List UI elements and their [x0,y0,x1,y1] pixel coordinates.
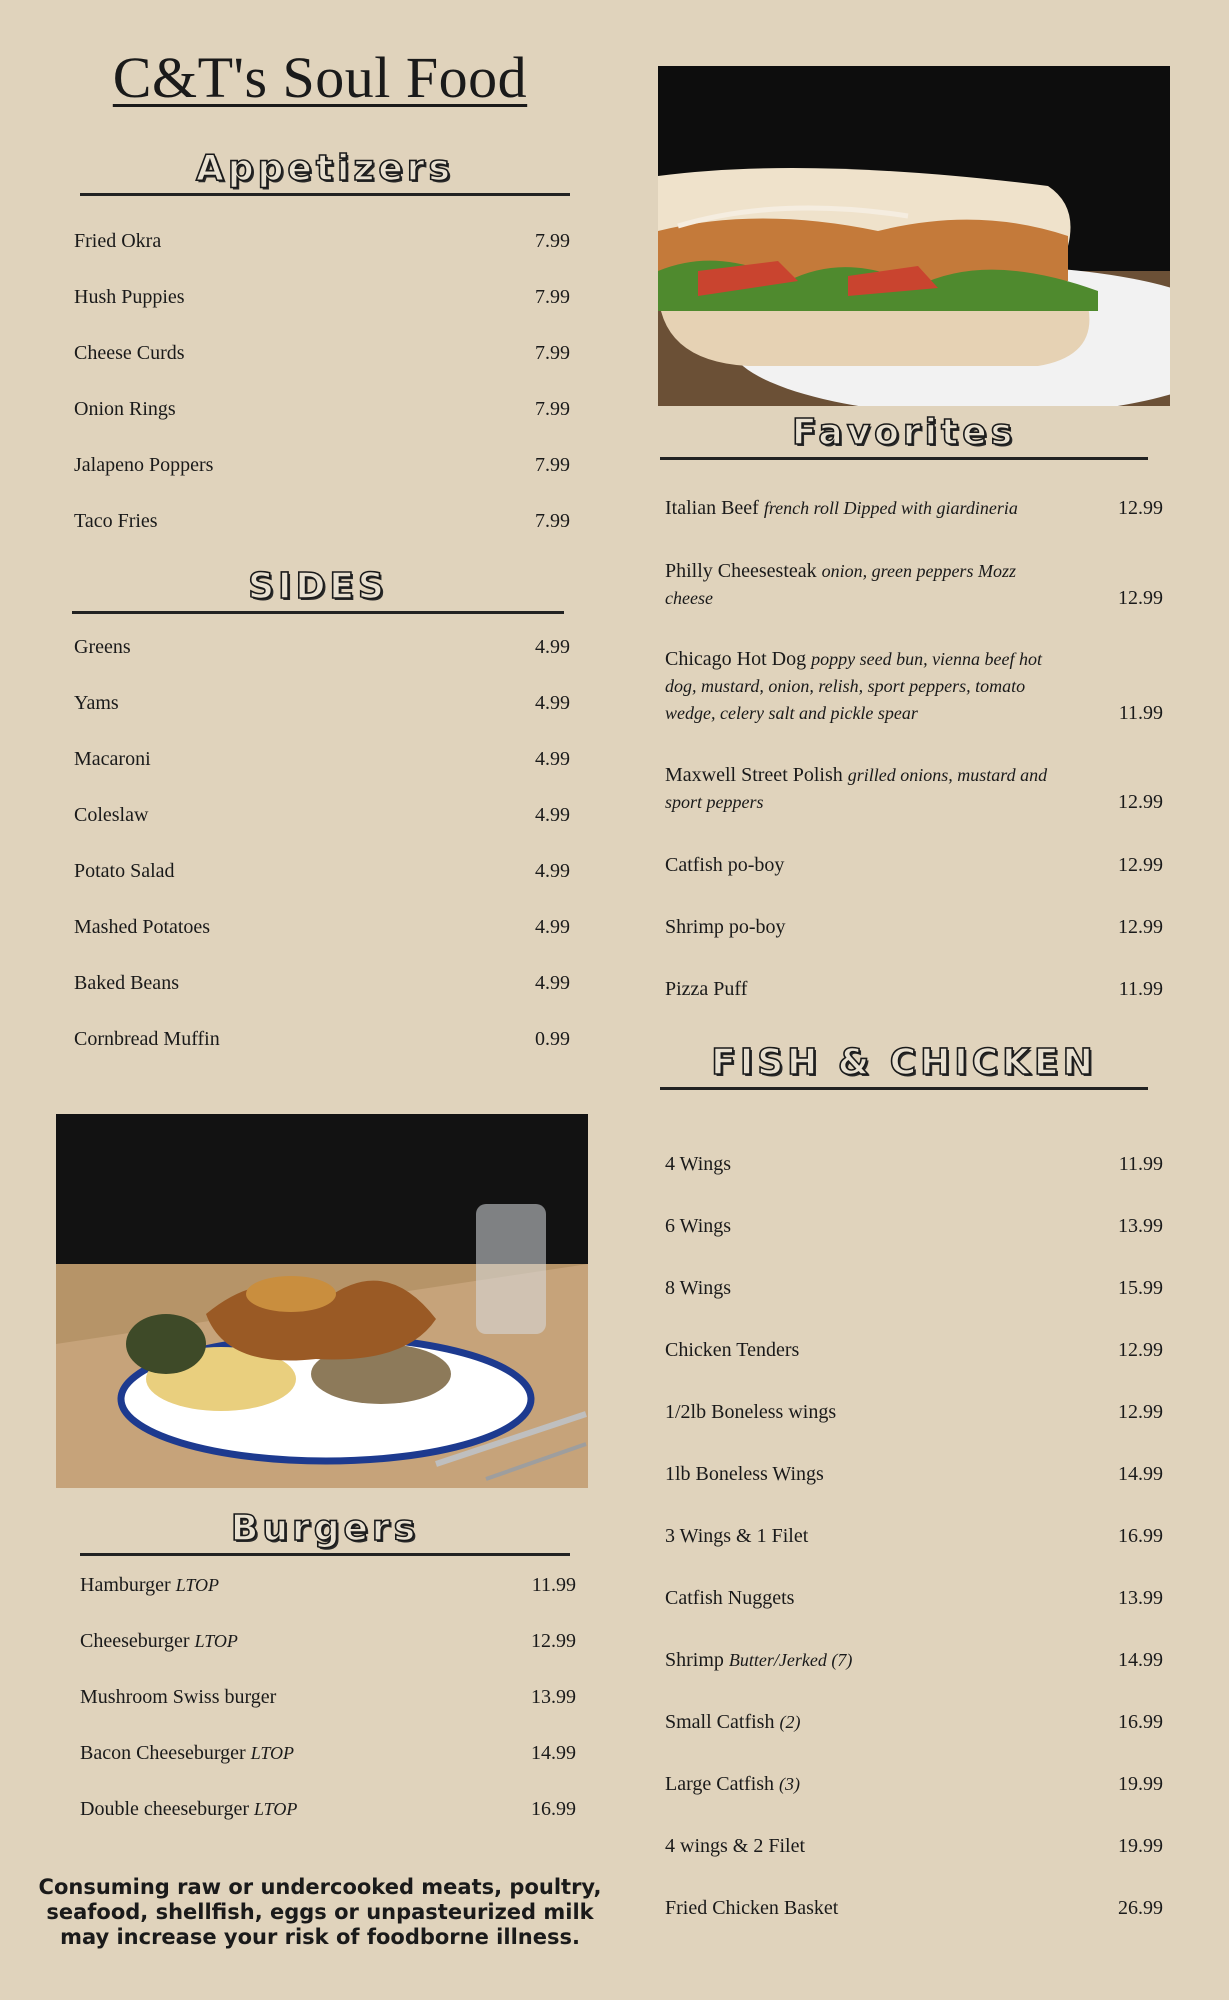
favorite-item-name: Catfish po-boy [665,854,785,876]
burger-item-description: LTOP [175,1575,220,1595]
sides-heading: SIDES [72,566,564,614]
fish-chicken-item [665,1275,1163,1302]
fish-chicken-item-label [665,1337,799,1364]
burger-item-name: Mushroom Swiss burger [80,1686,277,1708]
fish-chicken-item-label [665,1523,808,1550]
fish-chicken-item-name: Shrimp [665,1649,724,1671]
fish-chicken-item-price: 16.99 [1118,1525,1163,1547]
fish-chicken-item-label [665,1771,800,1798]
burgers-heading: Burgers [80,1508,570,1556]
side-item [74,914,570,941]
burger-item-name: Cheeseburger [80,1630,190,1652]
favorite-item [665,558,1163,612]
fish-chicken-item-label [665,1151,731,1178]
fish-chicken-item-name: Fried Chicken Basket [665,1897,839,1919]
side-item-label [74,970,179,997]
favorite-item-price: 11.99 [1118,978,1163,1000]
fish-chicken-item-label [665,1399,836,1426]
side-item-price: 4.99 [535,860,570,882]
side-item-label [74,1026,220,1053]
burger-item-label [80,1628,238,1655]
fish-chicken-item-price: 12.99 [1118,1401,1163,1423]
favorite-item-price: 12.99 [1118,854,1163,876]
fish-chicken-item [665,1151,1163,1178]
side-item-price: 4.99 [535,636,570,658]
fish-chicken-item-name: Chicken Tenders [665,1339,800,1361]
appetizers-heading: Appetizers [80,148,570,196]
favorite-item-description: grilled onions, mustard and sport peppers [665,765,1048,812]
appetizer-item-name: Fried Okra [74,230,162,252]
side-item-price: 4.99 [535,804,570,826]
fish-chicken-item-price: 26.99 [1118,1897,1163,1919]
favorite-item-label [665,495,1018,522]
side-item [74,746,570,773]
burger-item [80,1628,576,1655]
side-item-price: 4.99 [535,692,570,714]
burger-item-name: Hamburger [80,1574,171,1596]
burger-item-price: 12.99 [531,1630,576,1652]
fish-chicken-item-name: Small Catfish [665,1711,775,1733]
favorite-item-label [665,762,1065,816]
burger-item-label [80,1572,219,1599]
favorite-item-name: Shrimp po-boy [665,916,786,938]
appetizer-item-price: 7.99 [535,510,570,532]
favorite-item [665,852,1163,879]
fish-chicken-item [665,1771,1163,1798]
side-item-label [74,634,131,661]
fish-chicken-item-name: 8 Wings [665,1277,732,1299]
side-item-price: 4.99 [535,916,570,938]
appetizer-item-name: Cheese Curds [74,342,185,364]
favorite-item-label [665,976,747,1003]
favorite-item-description: french roll Dipped with giardineria [763,498,1018,518]
appetizer-item-label [74,340,185,367]
appetizer-item-name: Taco Fries [74,510,158,532]
fish-chicken-item-name: Catfish Nuggets [665,1587,795,1609]
side-item-price: 0.99 [535,1028,570,1050]
side-item [74,970,570,997]
side-item-name: Macaroni [74,748,151,770]
appetizer-item-label [74,284,185,311]
appetizer-item-price: 7.99 [535,398,570,420]
burger-item-description: LTOP [194,1631,238,1651]
fish-chicken-item-name: 1/2lb Boneless wings [665,1401,837,1423]
fish-chicken-item [665,1523,1163,1550]
fish-chicken-item-label [665,1647,852,1674]
side-item-name: Potato Salad [74,860,175,882]
favorite-item [665,646,1163,727]
favorite-item-label [665,558,1065,612]
side-item [74,1026,570,1053]
favorite-item-name: Chicago Hot Dog [665,648,807,670]
favorite-item-name: Philly Cheesesteak [665,560,817,582]
favorite-item-label [665,852,784,879]
fish-chicken-item [665,1461,1163,1488]
fish-chicken-item [665,1399,1163,1426]
side-item-name: Mashed Potatoes [74,916,211,938]
favorite-item-description: onion, green peppers Mozz cheese [665,561,1016,608]
favorite-item-price: 12.99 [1118,791,1163,813]
fish-chicken-item-price: 19.99 [1118,1773,1163,1795]
side-item-label [74,858,175,885]
fish-chicken-item-label [665,1461,824,1488]
burger-item [80,1572,576,1599]
side-item-price: 4.99 [535,748,570,770]
burger-item-price: 14.99 [531,1742,576,1764]
appetizer-item-price: 7.99 [535,454,570,476]
fish-chicken-item-price: 13.99 [1118,1215,1163,1237]
burger-item-name: Bacon Cheeseburger [80,1742,246,1764]
po-boy-sandwich-photo [658,66,1170,406]
favorite-item-price: 12.99 [1118,916,1163,938]
appetizer-item [74,284,570,311]
fish-chicken-item-name: 6 Wings [665,1215,732,1237]
menu-title: C&T's Soul Food [112,45,528,110]
fish-chicken-item-price: 14.99 [1118,1649,1163,1671]
fish-chicken-item-label [665,1709,800,1736]
fish-chicken-item-name: Large Catfish [665,1773,775,1795]
favorite-item-price: 12.99 [1118,587,1163,609]
favorite-item-name: Italian Beef [665,497,759,519]
burger-item-name: Double cheeseburger [80,1798,250,1820]
side-item-label [74,914,210,941]
favorite-item-name: Pizza Puff [665,978,748,1000]
favorite-item-price: 11.99 [1118,702,1163,724]
side-item [74,634,570,661]
burger-item-label [80,1740,294,1767]
fish-chicken-item-label [665,1895,838,1922]
burger-item-description: LTOP [250,1743,295,1763]
fish-chicken-item-name: 4 Wings [665,1153,732,1175]
fish-chicken-item-name: 1lb Boneless Wings [665,1463,824,1485]
burger-item-price: 13.99 [531,1686,576,1708]
fish-chicken-item [665,1647,1163,1674]
burger-item [80,1796,576,1823]
food-safety-warning: Consuming raw or undercooked meats, poultry, seafood, shellfish, eggs or unpasteurized milk may increase your risk of foodborne illness. [38,1875,602,1949]
appetizer-item-name: Jalapeno Poppers [74,454,214,476]
appetizer-item [74,340,570,367]
appetizer-item-name: Onion Rings [74,398,176,420]
favorite-item [665,762,1163,816]
side-item-name: Yams [74,692,119,714]
appetizer-item-price: 7.99 [535,230,570,252]
side-item-label [74,746,151,773]
burger-item-description: LTOP [254,1799,298,1819]
fish-chicken-item [665,1895,1163,1922]
favorite-item [665,914,1163,941]
fried-plate-photo [56,1114,588,1488]
side-item-name: Cornbread Muffin [74,1028,220,1050]
fish-chicken-item-price: 13.99 [1118,1587,1163,1609]
side-item [74,690,570,717]
fish-chicken-item-label [665,1833,805,1860]
fish-chicken-item-name: 3 Wings & 1 Filet [665,1525,809,1547]
burger-item-label [80,1684,276,1711]
appetizer-item [74,228,570,255]
favorites-heading: Favorites [660,412,1148,460]
side-item-name: Greens [74,636,131,658]
favorite-item [665,976,1163,1003]
fish-chicken-item-description: (2) [779,1712,801,1732]
appetizer-item [74,396,570,423]
fish-chicken-item-label [665,1585,794,1612]
fish-chicken-item [665,1585,1163,1612]
appetizer-item-price: 7.99 [535,286,570,308]
favorite-item-name: Maxwell Street Polish [665,764,843,786]
favorite-item [665,495,1163,522]
fish-chicken-item-label [665,1275,731,1302]
side-item-label [74,690,119,717]
fish-chicken-item-description: (3) [779,1774,801,1794]
side-item-label [74,802,148,829]
favorite-item-label [665,646,1065,727]
appetizer-item-label [74,228,161,255]
appetizer-item-label [74,508,158,535]
fish-chicken-item-price: 15.99 [1118,1277,1163,1299]
fish-chicken-item-price: 19.99 [1118,1835,1163,1857]
side-item [74,858,570,885]
appetizer-item-label [74,452,213,479]
side-item [74,802,570,829]
fish-chicken-item [665,1833,1163,1860]
fish-chicken-item-name: 4 wings & 2 Filet [665,1835,806,1857]
fish-chicken-item-price: 16.99 [1118,1711,1163,1733]
fish-chicken-item-label [665,1213,731,1240]
fish-chicken-heading: FISH & CHICKEN [660,1042,1148,1090]
side-item-name: Coleslaw [74,804,149,826]
fish-chicken-item-price: 11.99 [1118,1153,1163,1175]
burger-item [80,1684,576,1711]
favorite-item-label [665,914,786,941]
appetizer-item [74,452,570,479]
fish-chicken-item [665,1213,1163,1240]
appetizer-item-name: Hush Puppies [74,286,185,308]
burger-item-price: 11.99 [531,1574,576,1596]
burger-item [80,1740,576,1767]
appetizer-item-label [74,396,176,423]
side-item-name: Baked Beans [74,972,179,994]
fish-chicken-item [665,1709,1163,1736]
fish-chicken-item-description: Butter/Jerked (7) [728,1650,853,1670]
appetizer-item [74,508,570,535]
favorite-item-description: poppy seed bun, vienna beef hot dog, mustard, onion, relish, sport peppers, tomato wedge, celery salt and pickle spear [665,649,1043,723]
favorite-item-price: 12.99 [1118,497,1163,519]
fish-chicken-item-price: 14.99 [1118,1463,1163,1485]
fish-chicken-item [665,1337,1163,1364]
burger-item-price: 16.99 [531,1798,576,1820]
side-item-price: 4.99 [535,972,570,994]
appetizer-item-price: 7.99 [535,342,570,364]
burger-item-label [80,1796,297,1823]
fish-chicken-item-price: 12.99 [1118,1339,1163,1361]
